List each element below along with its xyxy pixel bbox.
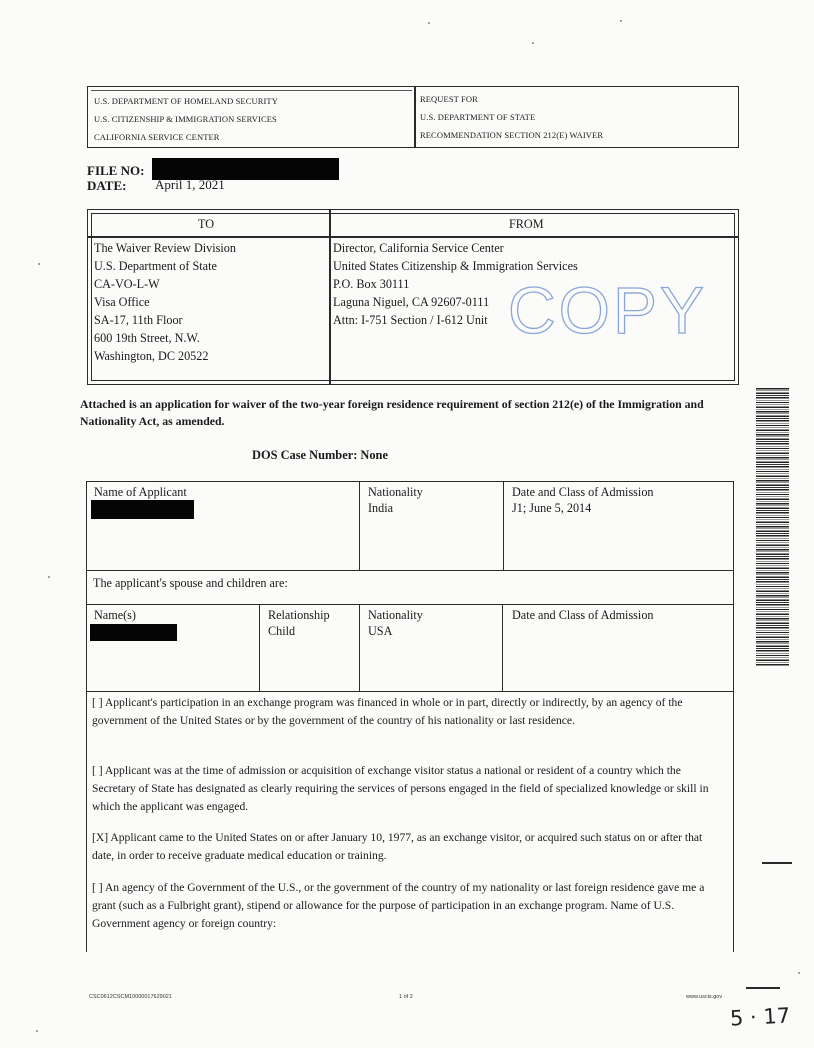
date-label: DATE: <box>87 178 127 193</box>
family-col-divider-3 <box>502 604 503 692</box>
family-relationship-value: Child <box>268 624 296 638</box>
dos-case-number: DOS Case Number: None <box>252 448 388 462</box>
family-name-redaction <box>90 624 177 641</box>
applicant-col-divider-2 <box>503 481 504 571</box>
footer-right: www.uscis.gov <box>686 994 723 1000</box>
applicant-col-divider-1 <box>359 481 360 571</box>
from-line-3: P.O. Box 30111 <box>333 277 410 291</box>
header-right-line-2: U.S. DEPARTMENT OF STATE <box>420 112 536 122</box>
to-header: TO <box>198 217 215 231</box>
intro-text: Attached is an application for waiver of the two-year foreign residence requirement of section 212(e) of the Immigration and Nationality Act, as amended. <box>80 397 704 428</box>
from-line-2: United States Citizenship & Immigration Services <box>333 259 578 273</box>
family-nationality-label: Nationality <box>368 608 423 622</box>
to-line-4: Visa Office <box>94 295 150 309</box>
to-line-5: SA-17, 11th Floor <box>94 313 183 327</box>
header-right-line-1: REQUEST FOR <box>420 94 478 104</box>
family-row-rule <box>86 691 734 692</box>
family-relationship-label: Relationship <box>268 608 330 622</box>
header-left-line-3: CALIFORNIA SERVICE CENTER <box>94 132 220 142</box>
applicant-row-rule <box>86 570 734 571</box>
barcode <box>756 388 789 666</box>
to-line-3: CA-VO-L-W <box>94 277 160 291</box>
family-nationality-value: USA <box>368 624 393 638</box>
to-line-7: Washington, DC 20522 <box>94 349 209 363</box>
footer-left: CSC0612CSCM10000017629021 <box>89 994 172 1000</box>
condition-2: [ ] Applicant was at the time of admission or acquisition of exchange visitor status a national or resident of a country which the Secretary of State has designated as clearly requiring the services of persons engaged in the field of specialized knowledge or skill in which the applicant was engaged. <box>92 764 709 813</box>
from-header: FROM <box>509 217 544 231</box>
from-line-4: Laguna Niguel, CA 92607-0111 <box>333 295 490 309</box>
from-line-1: Director, California Service Center <box>333 241 504 255</box>
family-col-divider-1 <box>259 604 260 692</box>
from-line-5: Attn: I-751 Section / I-612 Unit <box>333 313 488 327</box>
condition-3: [X] Applicant came to the United States on or after January 10, 1977, as an exchange visitor, or acquired such status on or after that date, in order to receive graduate medical education or training. <box>92 831 703 862</box>
to-line-1: The Waiver Review Division <box>94 241 236 255</box>
applicant-admission-value: J1; June 5, 2014 <box>512 501 592 515</box>
header-left-line-2: U.S. CITIZENSHIP & IMMIGRATION SERVICES <box>94 114 277 124</box>
to-line-2: U.S. Department of State <box>94 259 217 273</box>
spouse-children-label: The applicant's spouse and children are: <box>93 576 288 590</box>
margin-mark-1 <box>762 862 792 864</box>
applicant-nationality-value: India <box>368 501 394 515</box>
condition-4: [ ] An agency of the Government of the U.S., or the government of the country of my nationality or last foreign residence gave me a grant (such as a Fulbright grant), stipend or allowance for the purpose of participation in an exchange program. Name of U.S. Government agency or foreign country: <box>92 881 705 930</box>
family-name-label: Name(s) <box>94 608 136 622</box>
family-col-divider-2 <box>359 604 360 692</box>
applicant-name-redaction <box>91 500 194 519</box>
applicant-admission-label: Date and Class of Admission <box>512 485 654 499</box>
name-of-applicant-label: Name of Applicant <box>94 485 187 499</box>
handwritten-mark: 5 · 17 <box>729 1003 791 1031</box>
date-value: April 1, 2021 <box>155 177 225 192</box>
header-divider <box>414 86 416 148</box>
to-line-6: 600 19th Street, N.W. <box>94 331 200 345</box>
condition-1: [ ] Applicant's participation in an exchange program was financed in whole or in part, directly or indirectly, by an agency of the government of the United States or by the government of the country of his nationality or last residence. <box>92 696 683 727</box>
header-left-line-1: U.S. DEPARTMENT OF HOMELAND SECURITY <box>94 96 278 106</box>
margin-mark-2 <box>746 987 780 989</box>
to-from-header-rule <box>87 236 739 238</box>
family-admission-label: Date and Class of Admission <box>512 608 654 622</box>
applicant-nationality-label: Nationality <box>368 485 423 499</box>
copy-stamp: COPY <box>508 273 708 347</box>
footer-center: 1 of 2 <box>399 994 413 1000</box>
header-right-line-3: RECOMMENDATION SECTION 212(E) WAIVER <box>420 130 604 140</box>
file-no-label: FILE NO: <box>87 163 145 178</box>
